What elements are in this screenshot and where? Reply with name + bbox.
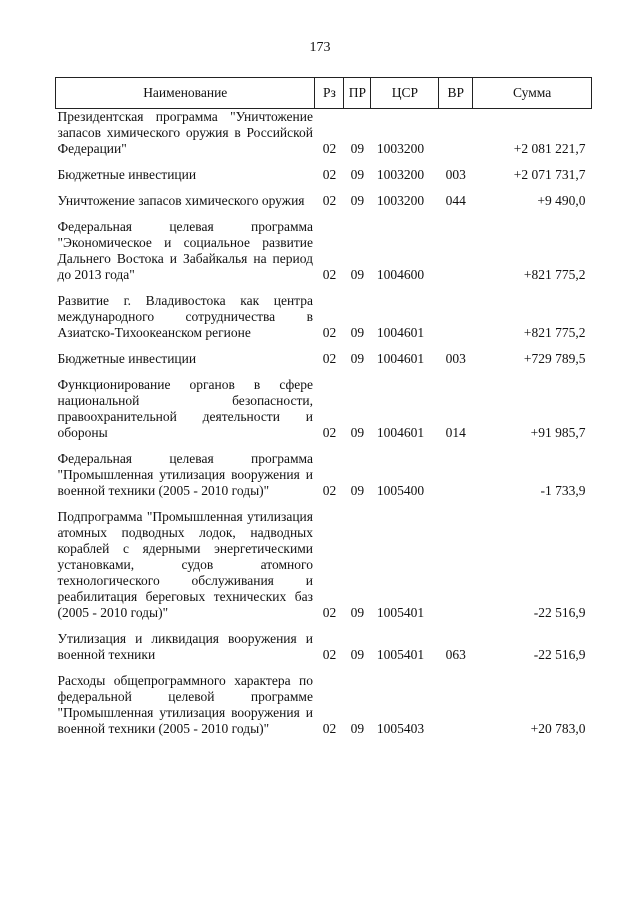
cell-csr: 1004601 bbox=[376, 351, 425, 366]
cell-sum: -22 516,9 bbox=[533, 605, 586, 620]
cell-name bbox=[56, 377, 315, 441]
cell-pr: 09 bbox=[350, 647, 365, 662]
cell-sum: -22 516,9 bbox=[533, 647, 586, 662]
cell-sum: +2 081 221,7 bbox=[513, 141, 586, 156]
cell-vr: 003 bbox=[445, 167, 466, 182]
cell-pr: 09 bbox=[350, 141, 365, 156]
header-csr: ЦСР bbox=[371, 78, 439, 109]
cell-rz: 02 bbox=[322, 141, 337, 156]
table-row bbox=[56, 109, 592, 158]
cell-sum: +2 071 731,7 bbox=[513, 167, 586, 182]
cell-rz: 02 bbox=[322, 193, 337, 208]
cell-pr: 09 bbox=[350, 721, 365, 736]
cell-csr: 1003200 bbox=[376, 141, 425, 156]
cell-rz: 02 bbox=[322, 425, 337, 440]
cell-vr: 044 bbox=[445, 193, 466, 208]
cell-pr: 09 bbox=[350, 325, 365, 340]
cell-name-text: Бюджетные инвестиции bbox=[57, 167, 197, 182]
header-vr: ВР bbox=[439, 78, 473, 109]
table-row bbox=[56, 673, 592, 737]
cell-vr bbox=[439, 109, 473, 158]
row-spacer bbox=[56, 441, 592, 451]
table-row bbox=[56, 167, 592, 183]
cell-name-text: Уничтожение запасов химического оружия bbox=[57, 193, 305, 208]
cell-name-text: Развитие г. Владивостока как центра международного сотрудничества в Азиатско-Тихоокеанском регионе bbox=[57, 293, 313, 340]
cell-pr: 09 bbox=[350, 351, 365, 366]
cell-name-text: Подпрограмма "Промышленная утилизация атомных подводных лодок, надводных кораблей с ядерными энергетическими установками, судов атомного технологического обслуживания и реабилитация береговых технических баз (2005 - 2010 годы)" bbox=[57, 509, 313, 620]
cell-name bbox=[56, 351, 315, 367]
row-spacer bbox=[56, 367, 592, 377]
cell-csr: 1005401 bbox=[376, 647, 425, 662]
row-spacer bbox=[56, 157, 592, 167]
cell-sum: +821 775,2 bbox=[523, 267, 586, 282]
row-spacer bbox=[56, 183, 592, 193]
cell-csr: 1005401 bbox=[376, 605, 425, 620]
header-sum: Сумма bbox=[473, 78, 592, 109]
header-name: Наименование bbox=[56, 78, 315, 109]
cell-sum: -1 733,9 bbox=[540, 483, 586, 498]
header-pr: ПР bbox=[344, 78, 371, 109]
cell-name-text: Бюджетные инвестиции bbox=[57, 351, 197, 366]
cell-name bbox=[56, 451, 315, 499]
row-spacer bbox=[56, 341, 592, 351]
cell-sum: +91 985,7 bbox=[530, 425, 586, 440]
table-header-row bbox=[56, 78, 592, 109]
cell-vr bbox=[439, 673, 473, 737]
cell-rz: 02 bbox=[322, 167, 337, 182]
cell-vr bbox=[439, 451, 473, 499]
cell-csr: 1004601 bbox=[376, 425, 425, 440]
row-spacer bbox=[56, 621, 592, 631]
cell-pr: 09 bbox=[350, 483, 365, 498]
cell-vr: 003 bbox=[445, 351, 466, 366]
cell-name bbox=[56, 631, 315, 663]
cell-name-text: Расходы общепрограммного характера по федеральной целевой программе "Промышленная утилизация вооружения и военной техники (2005 - 2010 годы)" bbox=[57, 673, 313, 736]
cell-rz: 02 bbox=[322, 267, 337, 282]
cell-name bbox=[56, 167, 315, 183]
cell-rz: 02 bbox=[322, 325, 337, 340]
cell-pr: 09 bbox=[350, 193, 365, 208]
table-row bbox=[56, 293, 592, 341]
cell-name bbox=[56, 293, 315, 341]
cell-rz: 02 bbox=[322, 647, 337, 662]
cell-name bbox=[56, 673, 315, 737]
cell-rz: 02 bbox=[322, 483, 337, 498]
cell-csr: 1005403 bbox=[376, 721, 425, 736]
cell-csr: 1005400 bbox=[376, 483, 425, 498]
cell-csr: 1003200 bbox=[376, 193, 425, 208]
cell-vr: 063 bbox=[445, 647, 466, 662]
table-row bbox=[56, 631, 592, 663]
table-row bbox=[56, 219, 592, 283]
table-row bbox=[56, 193, 592, 209]
cell-rz: 02 bbox=[322, 351, 337, 366]
cell-name-text: Президентская программа "Уничтожение запасов химического оружия в Российской Федерации" bbox=[57, 109, 313, 156]
cell-name bbox=[56, 509, 315, 621]
cell-name-text: Федеральная целевая программа "Экономическое и социальное развитие Дальнего Востока и Забайкалья на период до 2013 года" bbox=[57, 219, 313, 282]
table-row bbox=[56, 509, 592, 621]
cell-vr: 014 bbox=[445, 425, 466, 440]
budget-table bbox=[55, 77, 592, 737]
cell-pr: 09 bbox=[350, 267, 365, 282]
cell-pr: 09 bbox=[350, 605, 365, 620]
cell-vr bbox=[439, 509, 473, 621]
table-row bbox=[56, 377, 592, 441]
cell-sum: +729 789,5 bbox=[523, 351, 586, 366]
row-spacer bbox=[56, 663, 592, 673]
cell-name bbox=[56, 193, 315, 209]
table-row bbox=[56, 351, 592, 367]
cell-sum: +9 490,0 bbox=[537, 193, 586, 208]
cell-sum: +20 783,0 bbox=[530, 721, 586, 736]
cell-name bbox=[56, 219, 315, 283]
cell-name-text: Утилизация и ликвидация вооружения и военной техники bbox=[57, 631, 313, 662]
row-spacer bbox=[56, 283, 592, 293]
row-spacer bbox=[56, 499, 592, 509]
cell-csr: 1003200 bbox=[376, 167, 425, 182]
cell-name-text: Функционирование органов в сфере национальной безопасности, правоохранительной деятельности и обороны bbox=[57, 377, 313, 440]
row-spacer bbox=[56, 209, 592, 219]
page-number: 173 bbox=[309, 40, 331, 55]
cell-rz: 02 bbox=[322, 605, 337, 620]
header-rz: Рз bbox=[315, 78, 344, 109]
cell-sum: +821 775,2 bbox=[523, 325, 586, 340]
table-row bbox=[56, 451, 592, 499]
cell-csr: 1004600 bbox=[376, 267, 425, 282]
cell-name-text: Федеральная целевая программа "Промышленная утилизация вооружения и военной техники (2005 - 2010 годы)" bbox=[57, 451, 313, 498]
cell-vr bbox=[439, 219, 473, 283]
cell-csr: 1004601 bbox=[376, 325, 425, 340]
cell-pr: 09 bbox=[350, 167, 365, 182]
cell-name bbox=[56, 109, 315, 158]
cell-pr: 09 bbox=[350, 425, 365, 440]
cell-rz: 02 bbox=[322, 721, 337, 736]
cell-vr bbox=[439, 293, 473, 341]
